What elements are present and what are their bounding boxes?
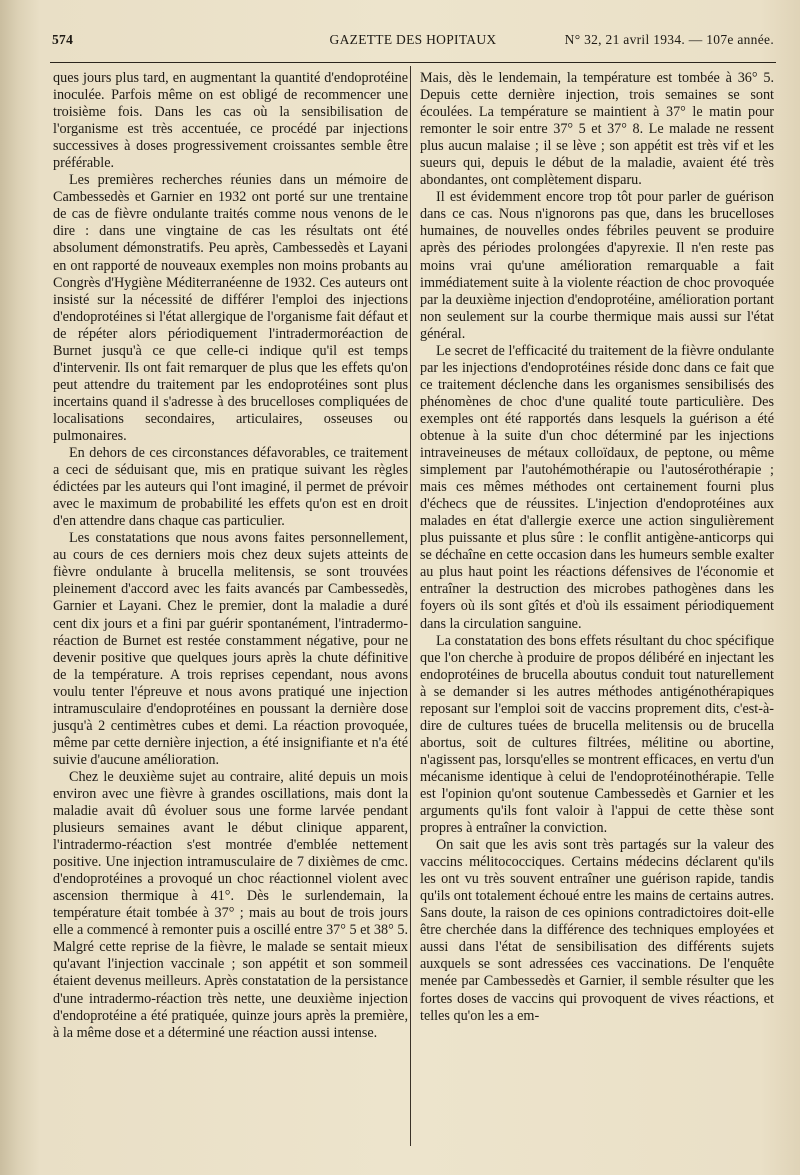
header-rule	[50, 62, 776, 63]
page-number: 574	[52, 32, 74, 47]
running-header	[52, 32, 774, 50]
right-column	[420, 70, 774, 1025]
paragraph: On sait que les avis sont très partagés sur la valeur des vaccins mélitococciques. Certains médecins déclarent qu'ils les ont vu très souvent entraîner une guérison rapide, tandis qu'ils ont totalement échoué entre les mains de certains autres. Sans doute, la raison de ces opinions contradictoires doit-elle être cherchée dans la différence des techniques employées et aussi dans l'état de sensibilisation des différents sujets auxquels se sont adressées ces vaccinations. De l'enquête menée par Cambessedès et Garnier, il semble résulter que les fortes doses de vaccins qui provoquent de vives réactions, et telles qu'on les a em-	[420, 837, 774, 1024]
paragraph: Chez le deuxième sujet au contraire, alité depuis un mois environ avec une fièvre à grandes oscillations, mais dont la maladie avait dû évoluer sous une forme larvée pendant plusieurs semaines avant le début clinique apparent, l'intradermo-réaction s'est montrée d'emblée nettement positive. Une injection intramusculaire de 7 dixièmes de cmc. d'endoprotéines a provoqué un choc réactionnel violent avec ascension thermique à 41°. Dès le surlendemain, la température était tombée à 37° ; mais au bout de trois jours elle a commencé à remonter puis a oscillé entre 37° 5 et 38° 5. Malgré cette reprise de la fièvre, le malade se sentait mieux qu'avant l'injection vaccinale ; son appétit et son sommeil étaient devenus meilleurs. Après constatation de la persistance d'une intradermo-réaction très nette, une deuxième injection d'endoprotéine a été pratiquée, quinze jours après la première, à la même dose et a déterminé une réaction aussi intense.	[53, 768, 408, 1041]
paragraph: En dehors de ces circonstances défavorables, ce traitement a ceci de séduisant que, mis en pratique suivant les règles édictées par les auteurs qui l'ont imaginé, il permet de prévoir avec le maximum de probabilité les effets qu'on est en droit d'en attendre dans chaque cas particulier.	[53, 445, 408, 530]
paragraph: Les premières recherches réunies dans un mémoire de Cambessedès et Garnier en 1932 ont porté sur une trentaine de cas de fièvre ondulante traités comme nous venons de le dire : dans une vingtaine de cas les résultats ont été absolument démonstratifs. Peu après, Cambessedès et Layani en ont rapporté de nouveaux exemples non moins probants au Congrès d'Hygiène Méditerranéenne de 1932. Ces auteurs ont insisté sur la nécessité de différer l'emploi des injections d'endoprotéines si l'état allergique de l'organisme fait défaut et de répéter alors périodiquement l'intradermoréaction de Burnet jusqu'à ce que celle-ci indique qu'il est temps d'intervenir. Ils ont fait remarquer de plus que les effets qu'on peut attendre du traitement par les endoprotéines sont plus incertains quand il s'adresse à des brucelloses compliquées de localisations secondaires, articulaires, osseuses ou pulmonaires.	[53, 172, 408, 444]
paragraph: ques jours plus tard, en augmentant la quantité d'endoprotéine inoculée. Parfois même on est obligé de recommencer une troisième fois. Dans les cas où la sensibilisation de l'organisme est très accentuée, ce procédé par injections successives à doses progressivement croissantes semble être préférable.	[53, 70, 408, 172]
paragraph: Mais, dès le lendemain, la température est tombée à 36° 5. Depuis cette dernière injection, trois semaines se sont écoulées. La température se maintient à 37° le matin pour remonter le soir entre 37° 5 et 37° 8. Le malade ne ressent plus aucun malaise ; il se lève ; son appétit est très vif et les sueurs qui, depuis le début de la maladie, avaient été très abondantes, ont complètement disparu.	[420, 70, 774, 189]
paragraph: La constatation des bons effets résultant du choc spécifique que l'on cherche à produire de propos délibéré en injectant les endoprotéines de brucella aboutus conduit tout naturellement à se demander si les autres méthodes antigénothérapiques reposant sur l'emploi soit de vaccins proprement dits, c'est-à-dire de cultures tuées de brucella melitensis ou de brucella abortus, soit de cultures filtrées, mélitine ou abortine, n'agissent pas, lorsqu'elles se montrent efficaces, en vertu d'un mécanisme identique à celui de l'endoprotéinothérapie. Telle est l'opinion qu'ont soutenue Cambessedès et Garnier et les arguments qu'ils font valoir à l'appui de cette thèse sont propres à entraîner la conviction.	[420, 632, 774, 837]
paragraph: Il est évidemment encore trop tôt pour parler de guérison dans ce cas. Nous n'ignorons pas que, dans les brucelloses humaines, de nouvelles ondes fébriles peuvent se produire après des périodes prolongées d'apyrexie. Il n'en reste pas moins vrai qu'une amélioration remarquable a fait immédiatement suite à la violente réaction de choc provoquée par la deuxième injection d'endoprotéine, amélioration portant non seulement sur la courbe thermique mais aussi sur l'état général.	[420, 189, 774, 342]
paragraph: Les constatations que nous avons faites personnellement, au cours de ces derniers mois chez deux sujets atteints de fièvre ondulante à brucella melitensis, se sont trouvées pleinement d'accord avec les faits avancés par Cambessedès, Garnier et Layani. Chez le premier, dont la maladie a duré cent dix jours et a fini par guérir spontanément, l'intradermo-réaction de Burnet est restée constamment négative, pour ne devenir positive que quelques jours après la chute définitive de la température. A trois reprises cependant, nous avons voulu tenter l'épreuve et nous avons pratiqué une injection intramusculaire d'endoprotéines en poussant la dernière dose jusqu'à 2 centimètres cubes et demi. La réaction provoquée, même par cette dernière injection, a été insignifiante et n'a été suivie d'aucune amélioration.	[53, 530, 408, 768]
paragraph: Le secret de l'efficacité du traitement de la fièvre ondulante par les injections d'endoprotéines réside donc dans ce fait que ce traitement déclenche dans les organismes sensibilisés des phénomènes de choc d'une qualité toute particulière. Des exemples ont été rapportés dans lesquels la guérison a été obtenue à la suite d'un choc déterminé par les injections intraveineuses de métaux colloïdaux, de peptone, ou même simplement par l'autohémothérapie ou l'autosérothérapie ; mais ces mêmes méthodes ont certainement fourni plus d'échecs que de réussites. L'injection d'endoprotéines aux malades en état d'allergie exerce une action singulièrement plus puissante et plus sûre : le conflit antigène-anticorps qui se déchaîne en cette occasion dans les humeurs semble exalter au plus haut point les réactions défensives de l'économie et entraîner la destruction des microbes pathogènes dans les foyers où ils sont gîtés et d'où ils essaiment périodiquement dans la circulation sanguine.	[420, 342, 774, 632]
journal-title: GAZETTE DES HOPITAUX	[329, 32, 497, 47]
column-divider	[410, 66, 411, 1146]
left-column	[53, 70, 408, 1042]
issue-info: N° 32, 21 avril 1934. — 107e année.	[564, 32, 774, 47]
